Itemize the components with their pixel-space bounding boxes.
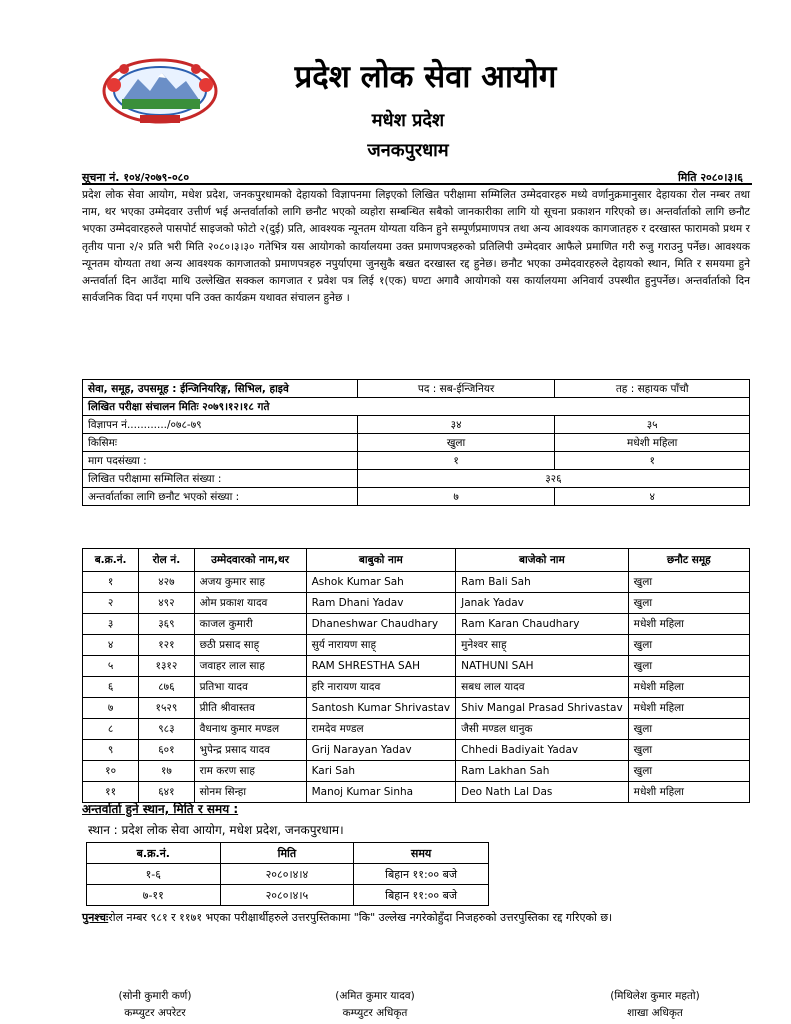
info-label: किसिमः [83,434,358,452]
signatory-name: (मिथिलेश कुमार महतो) [610,990,700,1002]
serial-number: ९ [83,740,139,761]
appeared-count: ३२६ [357,470,749,488]
selection-group: मधेशी महिला [628,698,749,719]
selection-group: खुला [628,761,749,782]
table-row [83,656,750,677]
signatory-title: कम्प्युटर अपरेटर [124,1007,186,1019]
column-header: रोल नं. [139,549,194,572]
roll-number: ६४१ [139,782,194,803]
candidate-name: प्रतिभा यादव [194,677,306,698]
signature-block-2 [290,988,460,1022]
table-row [83,635,750,656]
info-value: मधेशी महिला [555,434,750,452]
info-label: अन्तर्वार्ताका लागि छनौट भएको संख्या : [83,488,358,506]
interview-place: स्थान : प्रदेश लोक सेवा आयोग, मधेश प्रदेश, जनकपुरधाम। [88,823,344,837]
table-row [87,885,489,906]
signatory-title: कम्प्युटर अधिकृत [342,1007,408,1019]
candidate-name: जवाहर लाल साह [194,656,306,677]
table-header-row [83,549,750,572]
column-header: ब.क्र.नं. [87,843,221,864]
interview-time: बिहान ११:०० बजे [354,864,489,885]
roll-number: ३६९ [139,614,194,635]
interview-time: बिहान ११:०० बजे [354,885,489,906]
interview-heading: अन्तर्वार्ता हुने स्थान, मिति र समय : [82,802,239,816]
father-name: Kari Sah [306,761,456,782]
candidate-name: प्रीति श्रीवास्तव [194,698,306,719]
serial-range: ७-११ [87,885,221,906]
signatory-title: शाखा अधिकृत [627,1007,683,1019]
selection-group: खुला [628,572,749,593]
serial-number: १ [83,572,139,593]
serial-number: ८ [83,719,139,740]
grandfather-name: सबध लाल यादव [456,677,629,698]
serial-number: ३ [83,614,139,635]
info-label: लिखित परीक्षामा सम्मिलित संख्या : [83,470,358,488]
father-name: रामदेव मण्डल [306,719,456,740]
table-row [83,698,750,719]
info-value: ३५ [555,416,750,434]
table-row [83,614,750,635]
selection-group: खुला [628,593,749,614]
info-value: १ [357,452,555,470]
father-name: Ram Dhani Yadav [306,593,456,614]
serial-number: ४ [83,635,139,656]
signature-block-3 [570,988,740,1022]
roll-number: १३१२ [139,656,194,677]
selection-group: मधेशी महिला [628,677,749,698]
table-row [83,572,750,593]
grandfather-name: Shiv Mangal Prasad Shrivastav [456,698,629,719]
selection-group: मधेशी महिला [628,614,749,635]
table-row [87,864,489,885]
selection-group: खुला [628,656,749,677]
postscript-text: रोल नम्बर ९८१ र ११७१ भएका परीक्षार्थीहरुले उत्तरपुस्तिकामा "कि" उल्लेख नगरेकोहुँदा निजहरुको उत्तरपुस्तिका रद्द गरिएको छ। [108,911,613,924]
notice-date: मिति २०८०।३।६ [677,171,743,184]
exam-info-table [82,379,750,506]
selected-count-madhesi: ४ [555,488,750,506]
column-header: समय [354,843,489,864]
serial-range: १-६ [87,864,221,885]
table-header-row [87,843,489,864]
roll-number: ४२७ [139,572,194,593]
table-row [83,761,750,782]
serial-number: ११ [83,782,139,803]
notice-paragraph: प्रदेश लोक सेवा आयोग, मधेश प्रदेश, जनकपुरधामको देहायको विज्ञापनमा लिइएको लिखित परीक्षामा सम्मिलित उम्मेदवारहरु मध्ये वर्णानुक्रमानुसार देहायका रोल नम्बर तथा नाम, थर भएका उम्मेदवार उत्तीर्ण भई अन्तर्वार्ताको लागि छनौट भएको व्यहोरा सम्बन्धित सबैको जानकारीका लागि यो सूचना प्रकाशन गरिएको छ। अन्तर्वार्ताको लागि छनौट भएका उम्मेदवारहरुले पासपोर्ट साइजको फोटो २(दुई) प्रति, आवश्यक न्यूनतम योग्यता यकिन हुने सम्पूर्णप्रमाणपत्र तथा अन्य आवश्यक कागजातहरु र दरखास्त फारामको प्रथम र तृतीय पाना २/२ प्रति भरी मिति २०८०।३।३० गतेभित्र यस आयोगको कार्यालयमा उक्त प्रमाणपत्रहरुको प्रतिलिपी उम्मेदवार आफैले प्रमाणित गरी रुजु गराउनु पर्नेछ। आवश्यक न्यूनतम योग्यता तथा अन्य आवश्यक कागजातको प्रमाणपत्रहरु नपुर्याएमा जुनसुकै बखत दरखास्त रद्द हुनेछ। छनौट भएका उम्मेदवारहरुले देहायको स्थान, मिति र समयमा हुने अन्तर्वार्ता दिन आउँदा माथि उल्लेखित सक्कल कागजात र प्रवेश पत्र लिई १(एक) घण्टा अगावै आयोगको यस कार्यालयमा अनिवार्य उपस्थीत हुनुपर्नेछ। अन्तर्वार्ताको दिन सार्वजनिक विदा पर्न गएमा पनि उक्त कार्यक्रम यथावत संचालन हुनेछ । [82,189,750,305]
header-divider [82,183,752,185]
province-name: मधेश प्रदेश [371,110,445,131]
candidates-table [82,548,750,803]
father-name: Grij Narayan Yadav [306,740,456,761]
column-header: उम्मेदवारको नाम,थर [194,549,306,572]
serial-number: १० [83,761,139,782]
grandfather-name: मुनेश्वर साह् [456,635,629,656]
grandfather-name: Ram Karan Chaudhary [456,614,629,635]
candidate-name: भुपेन्द्र प्रसाद यादव [194,740,306,761]
grandfather-name: Chhedi Badiyait Yadav [456,740,629,761]
candidate-name: अजय कुमार साह [194,572,306,593]
grandfather-name: Janak Yadav [456,593,629,614]
selection-group: खुला [628,719,749,740]
notice-number: सूचना नं. १०४/२०७९-०८० [82,171,190,184]
roll-number: ८७६ [139,677,194,698]
father-name: Ashok Kumar Sah [306,572,456,593]
column-header: बाबुको नाम [306,549,456,572]
father-name: Dhaneshwar Chaudhary [306,614,456,635]
candidate-name: राम करण साह [194,761,306,782]
grandfather-name: NATHUNI SAH [456,656,629,677]
serial-number: २ [83,593,139,614]
selection-group: खुला [628,740,749,761]
table-row [83,593,750,614]
info-label: माग पदसंख्या : [83,452,358,470]
father-name: सुर्य नारायण साह् [306,635,456,656]
column-header: बाजेको नाम [456,549,629,572]
serial-number: ५ [83,656,139,677]
candidate-name: वैधनाथ कुमार मण्डल [194,719,306,740]
father-name: Manoj Kumar Sinha [306,782,456,803]
grandfather-name: Ram Lakhan Sah [456,761,629,782]
roll-number: १७ [139,761,194,782]
father-name: RAM SHRESTHA SAH [306,656,456,677]
candidate-name: ओम प्रकाश यादव [194,593,306,614]
info-value: खुला [357,434,555,452]
selection-group: मधेशी महिला [628,782,749,803]
info-label: विज्ञापन नं............/०७८-७९ [83,416,358,434]
selection-group: खुला [628,635,749,656]
candidate-name: काजल कुमारी [194,614,306,635]
roll-number: १५२९ [139,698,194,719]
selected-count-open: ७ [357,488,555,506]
info-value: १ [555,452,750,470]
table-row [83,677,750,698]
roll-number: ६०१ [139,740,194,761]
signatory-name: (अमित कुमार यादव) [335,990,415,1002]
info-value: ३४ [357,416,555,434]
serial-number: ६ [83,677,139,698]
postscript-note [82,910,752,925]
grandfather-name: Ram Bali Sah [456,572,629,593]
candidate-name: छठी प्रसाद साह् [194,635,306,656]
interview-schedule-table [86,842,489,906]
level-cell: तह : सहायक पाँचौ [555,380,750,398]
roll-number: ४९२ [139,593,194,614]
signatory-name: (सोनी कुमारी कर्ण) [118,990,192,1002]
serial-number: ७ [83,698,139,719]
grandfather-name: Deo Nath Lal Das [456,782,629,803]
city-name: जनकपुरधाम [367,140,449,161]
page-title: प्रदेश लोक सेवा आयोग [294,59,557,95]
grandfather-name: जैसी मण्डल धानुक [456,719,629,740]
candidates-body [83,572,750,803]
service-group-cell: सेवा, समूह, उपसमूह : ईन्जिनियरिङ्ग, सिभिल, हाइवे [83,380,358,398]
signature-block-1 [70,988,240,1022]
interview-date: २०८०।४।५ [220,885,354,906]
interview-date: २०८०।४।४ [220,864,354,885]
father-name: हरि नारायण यादव [306,677,456,698]
roll-number: ९८३ [139,719,194,740]
exam-date-cell: लिखित परीक्षा संचालन मितिः २०७९।१२।१८ गते [83,398,750,416]
table-row [83,719,750,740]
column-header: ब.क्र.नं. [83,549,139,572]
column-header: छनौट समूह [628,549,749,572]
post-cell: पद : सब-ईन्जिनियर [357,380,555,398]
table-row [83,740,750,761]
father-name: Santosh Kumar Shrivastav [306,698,456,719]
roll-number: १२१ [139,635,194,656]
candidate-name: सोनम सिन्हा [194,782,306,803]
postscript-label: पुनश्चः [82,911,109,924]
column-header: मिति [220,843,354,864]
